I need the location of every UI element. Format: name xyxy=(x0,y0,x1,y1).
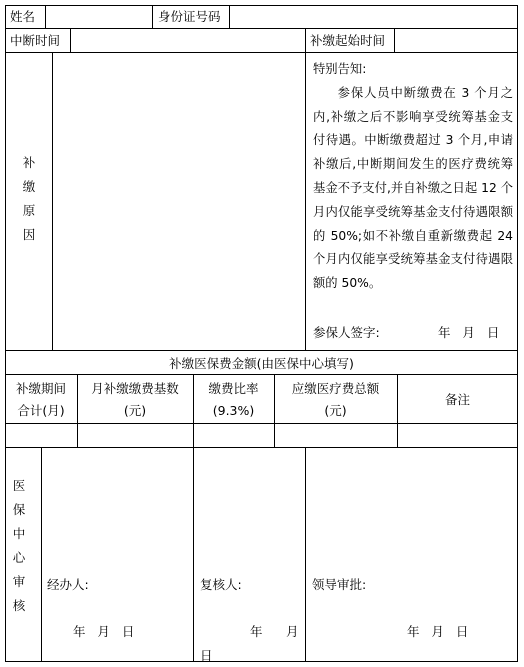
row-divider xyxy=(5,447,518,448)
handler-date: 年 月 日 xyxy=(73,624,135,639)
signature-label: 参保人签字: xyxy=(313,325,380,340)
name-field[interactable] xyxy=(46,6,151,27)
col-divider xyxy=(305,447,306,662)
id-number-field[interactable] xyxy=(230,6,517,27)
total-input[interactable] xyxy=(275,424,396,446)
reason-char: 因 xyxy=(22,227,36,242)
review-char: 核 xyxy=(12,598,26,613)
header-rate-line2: (9.3%) xyxy=(212,403,255,418)
remarks-input[interactable] xyxy=(398,424,517,446)
signature-date: 年 月 日 xyxy=(438,325,500,340)
base-input[interactable] xyxy=(78,424,192,446)
reason-char: 缴 xyxy=(22,179,36,194)
reviewer-date-year: 年 xyxy=(250,624,263,639)
header-base-line2: (元) xyxy=(123,403,147,418)
reviewer-date-month: 月 xyxy=(286,624,299,639)
col-divider xyxy=(152,5,153,28)
name-label: 姓名 xyxy=(10,9,36,24)
id-number-label: 身份证号码 xyxy=(158,9,221,24)
header-rate-line1: 缴费比率 xyxy=(208,381,259,396)
interrupt-time-field[interactable] xyxy=(71,29,304,51)
review-label xyxy=(12,480,26,624)
row-divider xyxy=(5,350,518,351)
review-char: 保 xyxy=(12,502,26,517)
review-char: 心 xyxy=(12,550,26,565)
header-remarks: 备注 xyxy=(444,392,470,407)
reason-char: 补 xyxy=(22,155,36,170)
review-char: 医 xyxy=(12,478,26,493)
col-divider xyxy=(41,447,42,662)
notice-body: 参保人员中断缴费在 3 个月之内,补缴之后不影响享受统筹基金支付待遇。中断缴费超过 3 个月,申请补缴后,中断期间发生的医疗费统筹基金不予支付,并自补缴之日起 12 个月内仅能享受统筹基金支付待遇限额的 50%;如不补缴自重新缴费起 24 个月内仅能享受统筹基金支付待遇限额的 50%。 xyxy=(313,85,513,291)
rate-input[interactable] xyxy=(194,424,273,446)
header-total-line2: (元) xyxy=(324,403,347,418)
reason-label xyxy=(22,157,36,253)
handler-label: 经办人: xyxy=(47,577,89,592)
review-char: 中 xyxy=(12,526,26,541)
header-total-line1: 应缴医疗费总额 xyxy=(291,381,380,396)
header-base-line1: 月补缴缴费基数 xyxy=(91,381,179,396)
notice-title: 特别告知: xyxy=(313,62,367,76)
reason-char: 原 xyxy=(22,203,36,218)
leader-date: 年 月 日 xyxy=(407,624,469,639)
header-period-line2: 合计(月) xyxy=(17,403,65,418)
header-period-line1: 补缴期间 xyxy=(15,381,66,396)
reviewer-date-day: 日 xyxy=(200,648,213,663)
interrupt-time-label: 中断时间 xyxy=(10,33,61,48)
col-divider xyxy=(305,28,306,350)
start-time-field[interactable] xyxy=(395,29,517,51)
row-divider xyxy=(5,374,518,375)
special-notice xyxy=(313,58,513,296)
reason-field[interactable] xyxy=(53,53,304,349)
review-char: 审 xyxy=(12,574,26,589)
amount-title: 补缴医保费金额(由医保中心填写) xyxy=(169,356,354,371)
reviewer-label: 复核人: xyxy=(200,577,242,592)
leader-approval-label: 领导审批: xyxy=(312,577,367,592)
period-total-input[interactable] xyxy=(6,424,76,446)
start-time-label: 补缴起始时间 xyxy=(310,33,386,48)
